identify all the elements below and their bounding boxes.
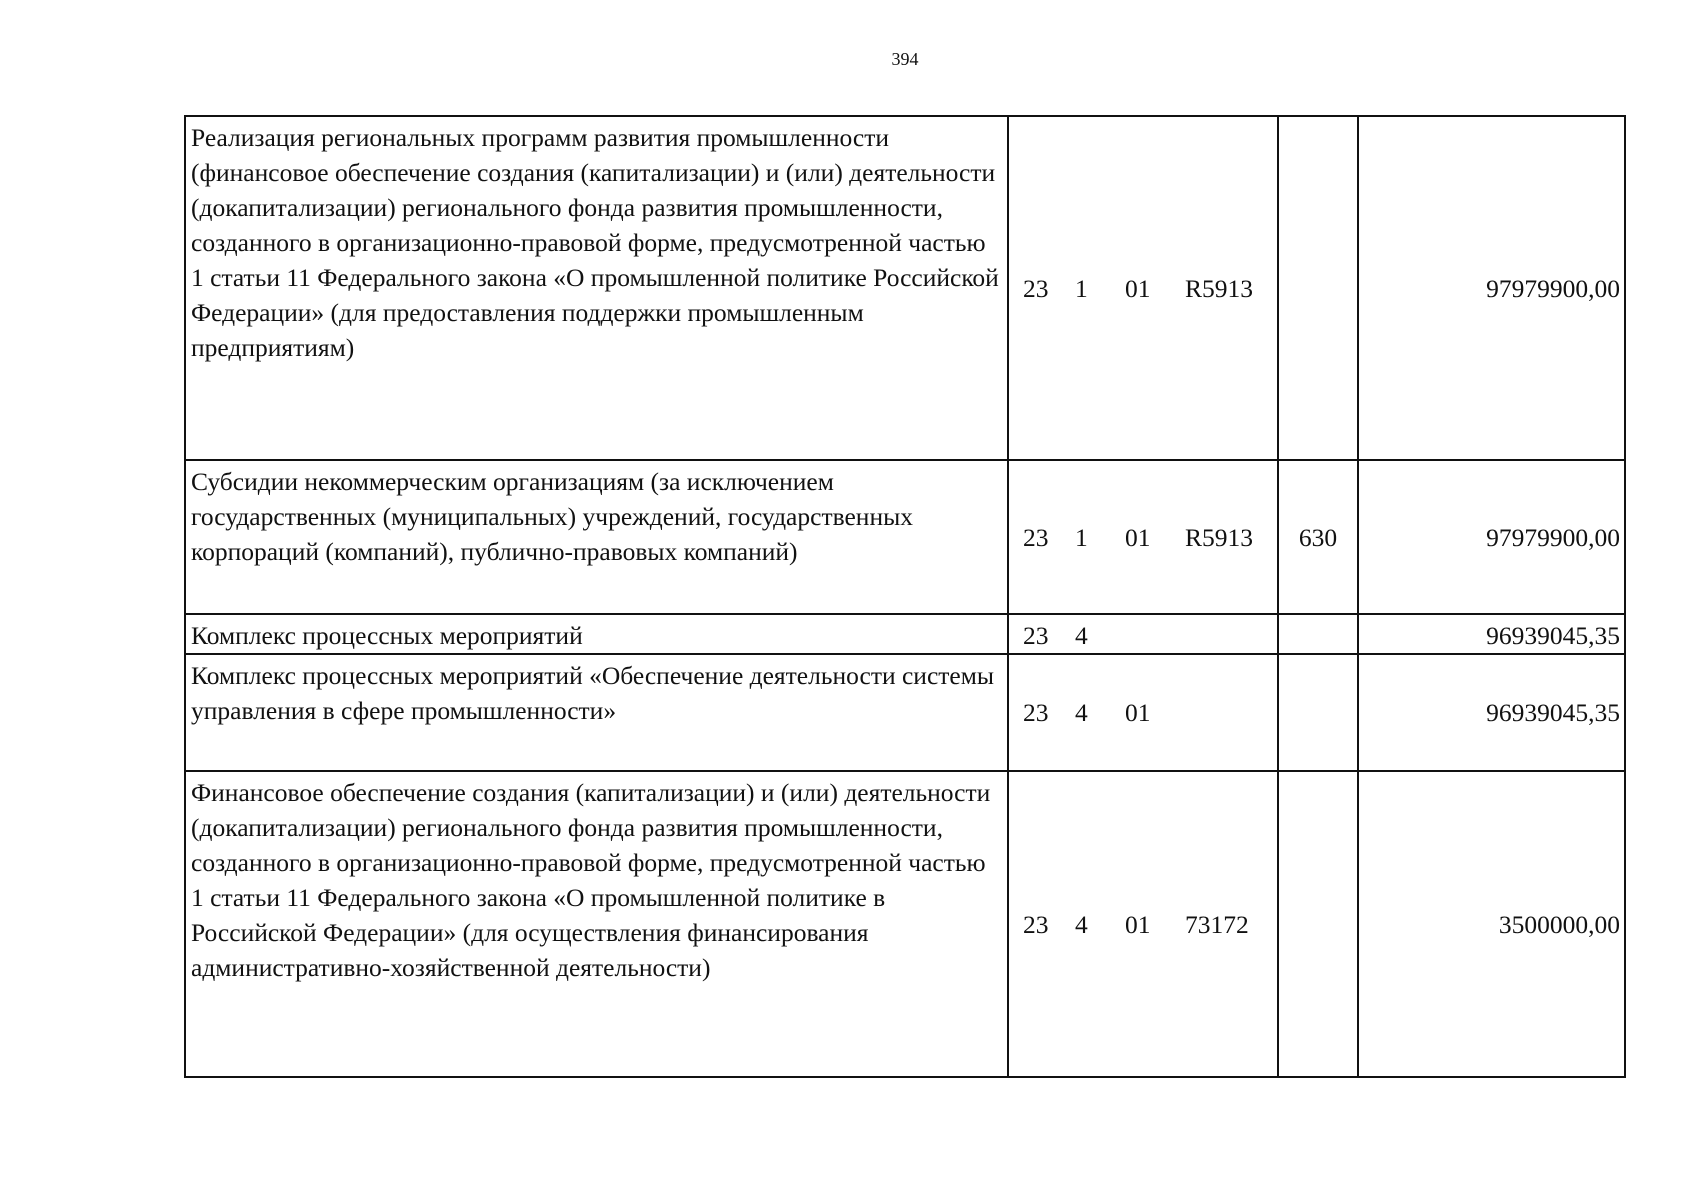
code-struct: 01 <box>1125 909 1151 939</box>
code-type: 4 <box>1075 621 1088 650</box>
row-amount: 3500000,00 <box>1358 771 1625 1077</box>
code-direction: 73172 <box>1185 909 1249 939</box>
code-program: 23 <box>1023 909 1049 939</box>
code-type: 1 <box>1075 522 1088 552</box>
row-vr: 630 <box>1278 460 1358 614</box>
row-vr <box>1278 614 1358 654</box>
row-vr <box>1278 654 1358 771</box>
code-program: 23 <box>1023 621 1049 650</box>
row-code <box>1008 614 1278 654</box>
table-row <box>185 460 1625 614</box>
row-description: Комплекс процессных мероприятий «Обеспечение деятельности системы управления в сфере промышленности» <box>185 654 1008 771</box>
code-type: 1 <box>1075 273 1088 303</box>
code-direction: R5913 <box>1185 522 1254 552</box>
table-row <box>185 771 1625 1077</box>
code-program: 23 <box>1023 273 1049 303</box>
row-description: Комплекс процессных мероприятий <box>185 614 1008 654</box>
table-row <box>185 654 1625 771</box>
table-row <box>185 116 1625 460</box>
row-code <box>1008 771 1278 1077</box>
code-program: 23 <box>1023 698 1049 727</box>
row-amount: 96939045,35 <box>1358 654 1625 771</box>
row-vr <box>1278 116 1358 460</box>
page-number: 394 <box>891 49 919 69</box>
code-struct: 01 <box>1125 273 1151 303</box>
budget-table <box>184 115 1626 1078</box>
row-code <box>1008 654 1278 771</box>
row-description: Субсидии некоммерческим организациям (за исключением государственных (муниципальных) учреждений, государственных корпораций (компаний), публично-правовых компаний) <box>185 460 1008 614</box>
row-code <box>1008 116 1278 460</box>
row-description: Реализация региональных программ развития промышленности (финансовое обеспечение создания (капитализации) и (или) деятельности (докапитализации) регионального фонда развития промышленности, созданного в организационно-правовой форме, предусмотренной частью 1 статьи 11 Федерального закона «О промышленной политике Российской Федерации» (для предоставления поддержки промышленным предприятиям) <box>185 116 1008 460</box>
row-description: Финансовое обеспечение создания (капитализации) и (или) деятельности (докапитализации) регионального фонда развития промышленности, созданного в организационно-правовой форме, предусмотренной частью 1 статьи 11 Федерального закона «О промышленной политике в Российской Федерации» (для осуществления финансирования административно-хозяйственной деятельности) <box>185 771 1008 1077</box>
row-amount: 97979900,00 <box>1358 460 1625 614</box>
code-struct: 01 <box>1125 698 1151 727</box>
row-amount: 96939045,35 <box>1358 614 1625 654</box>
code-type: 4 <box>1075 698 1088 727</box>
code-direction: R5913 <box>1185 273 1254 303</box>
row-code <box>1008 460 1278 614</box>
row-vr <box>1278 771 1358 1077</box>
row-amount: 97979900,00 <box>1358 116 1625 460</box>
table-row <box>185 614 1625 654</box>
code-program: 23 <box>1023 522 1049 552</box>
code-struct: 01 <box>1125 522 1151 552</box>
code-type: 4 <box>1075 909 1088 939</box>
